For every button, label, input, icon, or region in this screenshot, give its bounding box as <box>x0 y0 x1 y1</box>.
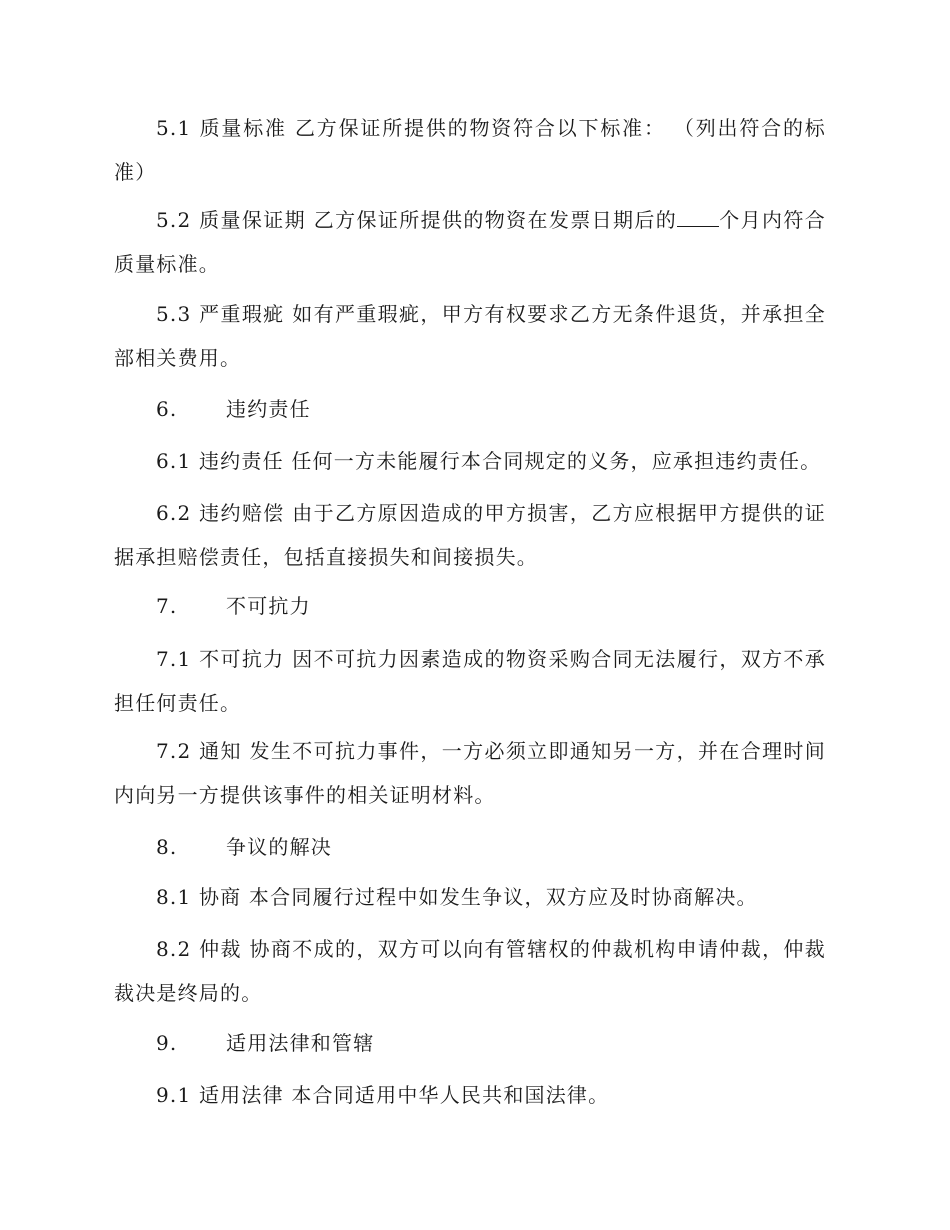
clause-9-1: 9.1 适用法律 本合同适用中华人民共和国法律。 <box>156 1083 610 1107</box>
section-heading-9 <box>156 1021 374 1065</box>
clause-6-2: 6.2 违约赔偿 由于乙方原因造成的甲方损害，乙方应根据甲方提供的证据承担赔偿责任，包括直接损失和间接损失。 <box>114 501 826 569</box>
clause-5-1: 5.1 质量标准 乙方保证所提供的物资符合以下标准： （列出符合的标准） <box>114 116 826 184</box>
clause-5-2-text-after: 个月内符合质量标准。 <box>114 208 827 276</box>
clause-5-2 <box>114 198 826 286</box>
section-number: 9. <box>156 1031 178 1055</box>
section-title: 适用法律和管辖 <box>226 1031 375 1055</box>
clause-5-2-text-before: 5.2 质量保证期 乙方保证所提供的物资在发票日期后的 <box>156 208 678 232</box>
section-title: 违约责任 <box>226 397 311 421</box>
clause-8-2: 8.2 仲裁 协商不成的，双方可以向有管辖权的仲裁机构申请仲裁，仲裁裁决是终局的。 <box>114 937 826 1005</box>
section-number: 6. <box>156 397 178 421</box>
section-title: 不可抗力 <box>226 594 311 618</box>
section-number: 8. <box>156 835 178 859</box>
fill-in-blank <box>677 208 719 227</box>
clause-8-1: 8.1 协商 本合同履行过程中如发生争议，双方应及时协商解决。 <box>156 885 758 909</box>
section-heading-6 <box>156 387 311 431</box>
clause-5-3: 5.3 严重瑕疵 如有严重瑕疵，甲方有权要求乙方无条件退货，并承担全部相关费用。 <box>114 302 826 370</box>
clause-7-2: 7.2 通知 发生不可抗力事件，一方必须立即通知另一方，并在合理时间内向另一方提供该事件的相关证明材料。 <box>114 739 826 807</box>
section-heading-8 <box>156 825 332 869</box>
section-number: 7. <box>156 594 178 618</box>
section-heading-7 <box>156 584 311 628</box>
clause-7-1: 7.1 不可抗力 因不可抗力因素造成的物资采购合同无法履行，双方不承担任何责任。 <box>114 647 826 715</box>
section-title: 争议的解决 <box>226 835 332 859</box>
clause-6-1: 6.1 违约责任 任何一方未能履行本合同规定的义务，应承担违约责任。 <box>156 449 822 473</box>
